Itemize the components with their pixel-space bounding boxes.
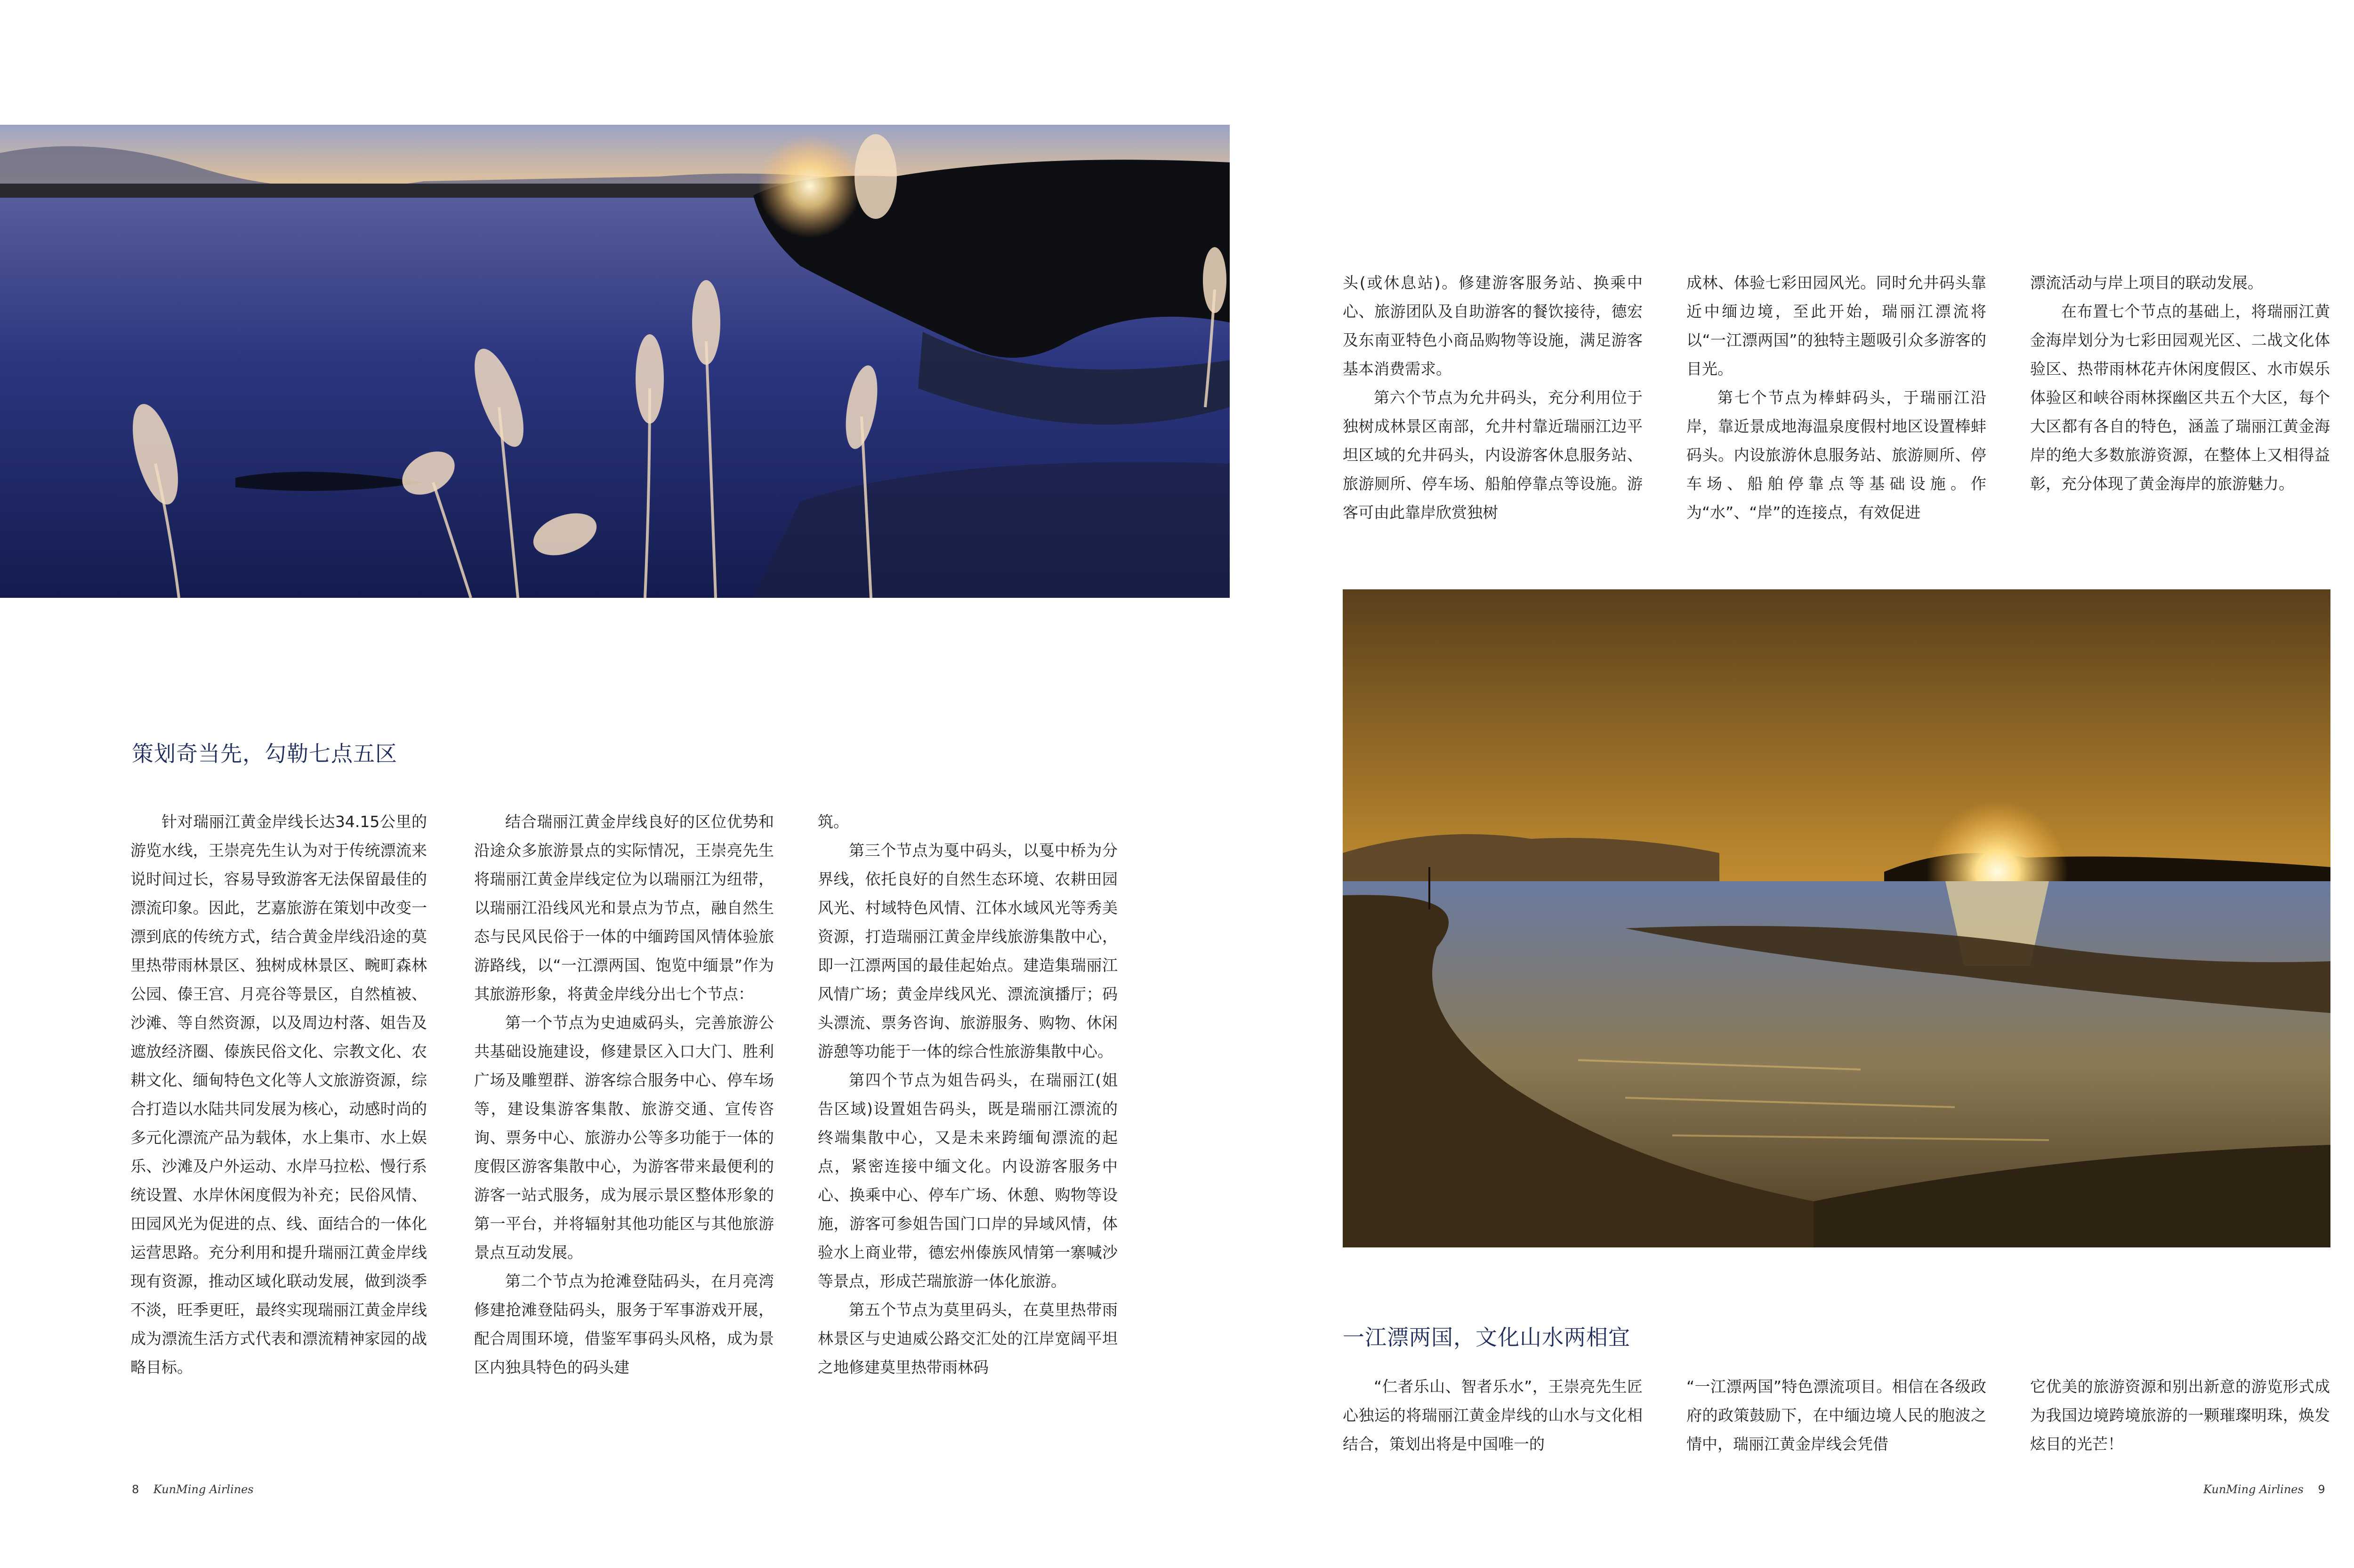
paragraph: 它优美的旅游资源和别出新意的游览形式成为我国边境跨境旅游的一颗璀璨明珠，焕发炫目的光芒！ — [2030, 1377, 2330, 1453]
paragraph: 第五个节点为莫里码头，在莫里热带雨林景区与史迪威公路交汇处的江岸宽阔平坦之地修建莫里热带雨林码 — [818, 1301, 1118, 1376]
paragraph: 第一个节点为史迪威码头，完善旅游公共基础设施建设，修建景区入口大门、胜利广场及雕塑群、游客综合服务中心、停车场等，建设集游客集散、旅游交通、宣传咨询、票务中心、旅游办公等多功能于一体的度假区游客集散中心，为游客带来最便利的游客一站式服务，成为展示景区整体形象的第一平台，并将辐射其他功能区与其他旅游景点互动发展。 — [474, 1013, 774, 1262]
brand-name: KunMing Airlines — [153, 1483, 254, 1496]
paragraph: “一江漂两国”特色漂流项目。相信在各级政府的政策鼓励下，在中缅边境人民的胞波之情中，瑞丽江黄金岸线会凭借 — [1686, 1377, 1986, 1453]
paragraph: 第三个节点为戛中码头，以戛中桥为分界线，依托良好的自然生态环境、农耕田园风光、村域特色风情、江体水域风光等秀美资源，打造瑞丽江黄金岸线旅游集散中心，即一江漂两国的最佳起始点。建造集瑞丽江风情广场；黄金岸线风光、漂流演播厅；码头漂流、票务咨询、旅游服务、购物、休闲游憩等功能于一体的综合性旅游集散中心。 — [818, 841, 1118, 1061]
section-heading-right: 一江漂两国，文化山水两相宜 — [1343, 1325, 1630, 1350]
paragraph: 结合瑞丽江黄金岸线良好的区位优势和沿途众多旅游景点的实际情况，王崇亮先生将瑞丽江黄金岸线定位为以瑞丽江为纽带，以瑞丽江沿线风光和景点为节点，融自然生态与民风民俗于一体的中缅跨国风情体验旅游路线，以“一江漂两国、饱览中缅景”作为其旅游形象，将黄金岸线分出七个节点： — [474, 812, 774, 1003]
paragraph: 第七个节点为棒蚌码头，于瑞丽江沿岸，靠近景成地海温泉度假村地区设置棒蚌码头。内设旅游休息服务站、旅游厕所、停车场、船舶停靠点等基础设施。作为“水”、“岸”的连接点，有效促进 — [1686, 388, 1986, 522]
right-column-3 — [2030, 268, 2330, 498]
page-number: 8 — [132, 1483, 139, 1496]
right-bottom-column-1 — [1343, 1372, 1643, 1458]
sunset-river-photo — [1343, 589, 2330, 1247]
right-bottom-column-2 — [1686, 1372, 1986, 1458]
section-heading-left: 策划奇当先，勾勒七点五区 — [132, 741, 397, 766]
brand-name: KunMing Airlines — [2203, 1483, 2304, 1496]
left-footer — [132, 1483, 254, 1496]
paragraph: 针对瑞丽江黄金岸线长达34.15公里的游览水线，王崇亮先生认为对于传统漂流来说时间过长，容易导致游客无法保留最佳的漂流印象。因此，艺嘉旅游在策划中改变一漂到底的传统方式，结合黄金岸线沿途的莫里热带雨林景区、独树成林景区、畹町森林公园、傣王宫、月亮谷等景区，自然植被、沙滩、等自然资源，以及周边村落、姐告及遮放经济圈、傣族民俗文化、宗教文化、农耕文化、缅甸特色文化等人文旅游资源，综合打造以水陆共同发展为核心，动感时尚的多元化漂流产品为载体，水上集市、水上娱乐、沙滩及户外运动、水岸马拉松、慢行系统设置、水岸休闲度假为补充；民俗风情、田园风光为促进的点、线、面结合的一体化运营思路。充分利用和提升瑞丽江黄金岸线现有资源，推动区域化联动发展，做到淡季不淡，旺季更旺，最终实现瑞丽江黄金岸线成为漂流生活方式代表和漂流精神家园的战略目标。 — [130, 812, 427, 1376]
sunset-river-illustration — [1343, 589, 2330, 1247]
paragraph: 筑。 — [818, 812, 849, 831]
left-column-3 — [818, 807, 1118, 1382]
paragraph: “仁者乐山、智者乐水”，王崇亮先生匠心独运的将瑞丽江黄金岸线的山水与文化相结合，策划出将是中国唯一的 — [1343, 1377, 1643, 1453]
right-footer — [2203, 1483, 2325, 1496]
page-number: 9 — [2318, 1483, 2325, 1496]
paragraph: 第四个节点为姐告码头，在瑞丽江(姐告区域)设置姐告码头，既是瑞丽江漂流的终端集散中心，又是未来跨缅甸漂流的起点，紧密连接中缅文化。内设游客服务中心、换乘中心、停车广场、休憩、购物等设施，游客可参姐告国门口岸的异域风情，体验水上商业带，德宏州傣族风情第一寨喊沙等景点，形成芒瑞旅游一体化旅游。 — [818, 1071, 1118, 1290]
paragraph: 头(或休息站)。修建游客服务站、换乘中心、旅游团队及自助游客的餐饮接待，德宏及东南亚特色小商品购物等设施，满足游客基本消费需求。 — [1343, 273, 1643, 378]
river-reeds-photo — [0, 125, 1230, 598]
right-column-1 — [1343, 268, 1643, 527]
paragraph: 成林、体验七彩田园风光。同时允井码头靠近中缅边境，至此开始，瑞丽江漂流将以“一江漂两国”的独特主题吸引众多游客的目光。 — [1686, 273, 1986, 378]
left-column-2 — [474, 807, 774, 1382]
left-column-1 — [130, 807, 427, 1382]
right-column-2 — [1686, 268, 1986, 527]
paragraph: 在布置七个节点的基础上，将瑞丽江黄金海岸划分为七彩田园观光区、二战文化体验区、热带雨林花卉休闲度假区、水市娱乐体验区和峡谷雨林探幽区共五个大区，每个大区都有各自的特色，涵盖了瑞丽江黄金海岸的绝大多数旅游资源，在整体上又相得益彰，充分体现了黄金海岸的旅游魅力。 — [2030, 302, 2330, 493]
paragraph: 漂流活动与岸上项目的联动发展。 — [2030, 273, 2263, 292]
right-bottom-column-3 — [2030, 1372, 2330, 1458]
paragraph: 第二个节点为抢滩登陆码头，在月亮湾修建抢滩登陆码头，服务于军事游戏开展，配合周围环境，借鉴军事码头风格，成为景区内独具特色的码头建 — [474, 1272, 774, 1376]
paragraph: 第六个节点为允井码头，充分利用位于独树成林景区南部，允井村靠近瑞丽江边平坦区域的允井码头，内设游客休息服务站、旅游厕所、停车场、船舶停靠点等设施。游客可由此靠岸欣赏独树 — [1343, 388, 1643, 522]
river-reeds-illustration — [0, 125, 1230, 598]
